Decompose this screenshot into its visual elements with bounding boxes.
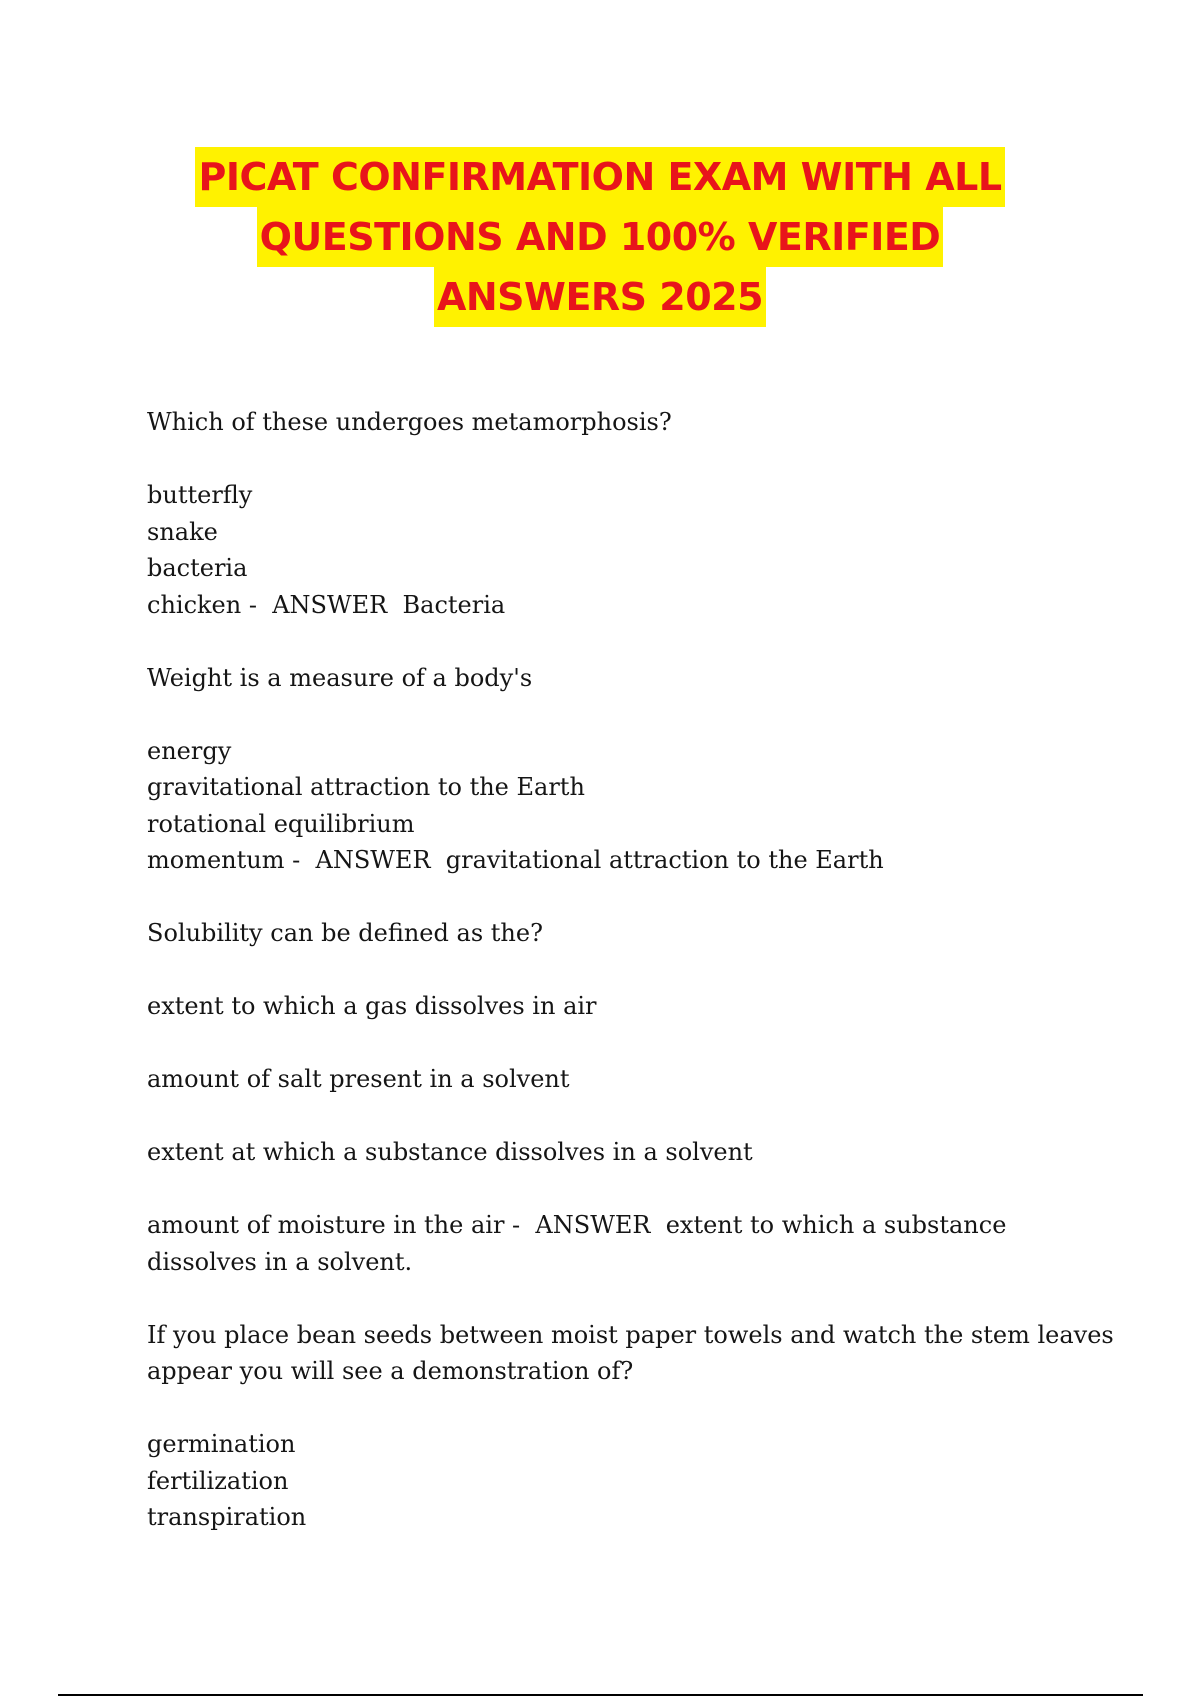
question-1-option-2: snake bbox=[147, 517, 218, 546]
question-3-answer-part-1: extent to which a substance bbox=[665, 1211, 1007, 1239]
question-4-option-3: transpiration bbox=[147, 1503, 307, 1531]
question-1-option-4: chicken bbox=[147, 590, 242, 619]
answer-label: ANSWER bbox=[272, 590, 388, 619]
title-line-2: QUESTIONS AND 100% VERIFIED bbox=[257, 207, 944, 267]
title-line-1: PICAT CONFIRMATION EXAM WITH ALL bbox=[195, 147, 1004, 207]
question-2-answer-line: momentum - ANSWER gravitational attraction to the Earth bbox=[147, 846, 884, 874]
question-1-option-3: bacteria bbox=[147, 554, 248, 582]
question-4-prompt-line-1: If you place bean seeds between moist paper towels and watch the stem leaves bbox=[147, 1320, 1114, 1349]
question-2-option-1: energy bbox=[147, 736, 232, 765]
question-4-option-1: germination bbox=[147, 1430, 296, 1458]
question-1-answer-line: chicken - ANSWER Bacteria bbox=[147, 590, 506, 619]
answer-label: ANSWER bbox=[535, 1211, 651, 1239]
question-1-prompt: Which of these undergoes metamorphosis? bbox=[147, 408, 672, 436]
question-2-option-2: gravitational attraction to the Earth bbox=[147, 773, 585, 801]
question-3-answer-part-2: dissolves in a solvent. bbox=[147, 1247, 413, 1276]
question-3-prompt: Solubility can be defined as the? bbox=[147, 919, 543, 947]
question-list bbox=[147, 404, 1114, 1536]
question-4-prompt-line-2: appear you will see a demonstration of? bbox=[147, 1357, 634, 1385]
question-2-prompt: Weight is a measure of a body's bbox=[147, 663, 533, 692]
title-line-3: ANSWERS 2025 bbox=[434, 267, 766, 327]
footer-rule bbox=[58, 1694, 1143, 1696]
question-1-answer: Bacteria bbox=[402, 590, 506, 619]
question-3-option-1: extent to which a gas dissolves in air bbox=[147, 992, 597, 1020]
question-3-option-4: amount of moisture in the air bbox=[147, 1211, 505, 1239]
question-3-answer-line: amount of moisture in the air - ANSWER extent to which a substance bbox=[147, 1211, 1007, 1239]
question-1-option-1: butterfly bbox=[147, 481, 253, 509]
answer-label: ANSWER bbox=[315, 846, 431, 874]
question-2-answer: gravitational attraction to the Earth bbox=[445, 846, 884, 874]
document-title bbox=[0, 147, 1200, 327]
question-3-option-3: extent at which a substance dissolves in a solvent bbox=[147, 1138, 753, 1166]
question-2-option-4: momentum bbox=[147, 846, 285, 874]
question-3-option-2: amount of salt present in a solvent bbox=[147, 1065, 570, 1093]
question-4-option-2: fertilization bbox=[147, 1466, 289, 1495]
question-2-option-3: rotational equilibrium bbox=[147, 809, 415, 838]
